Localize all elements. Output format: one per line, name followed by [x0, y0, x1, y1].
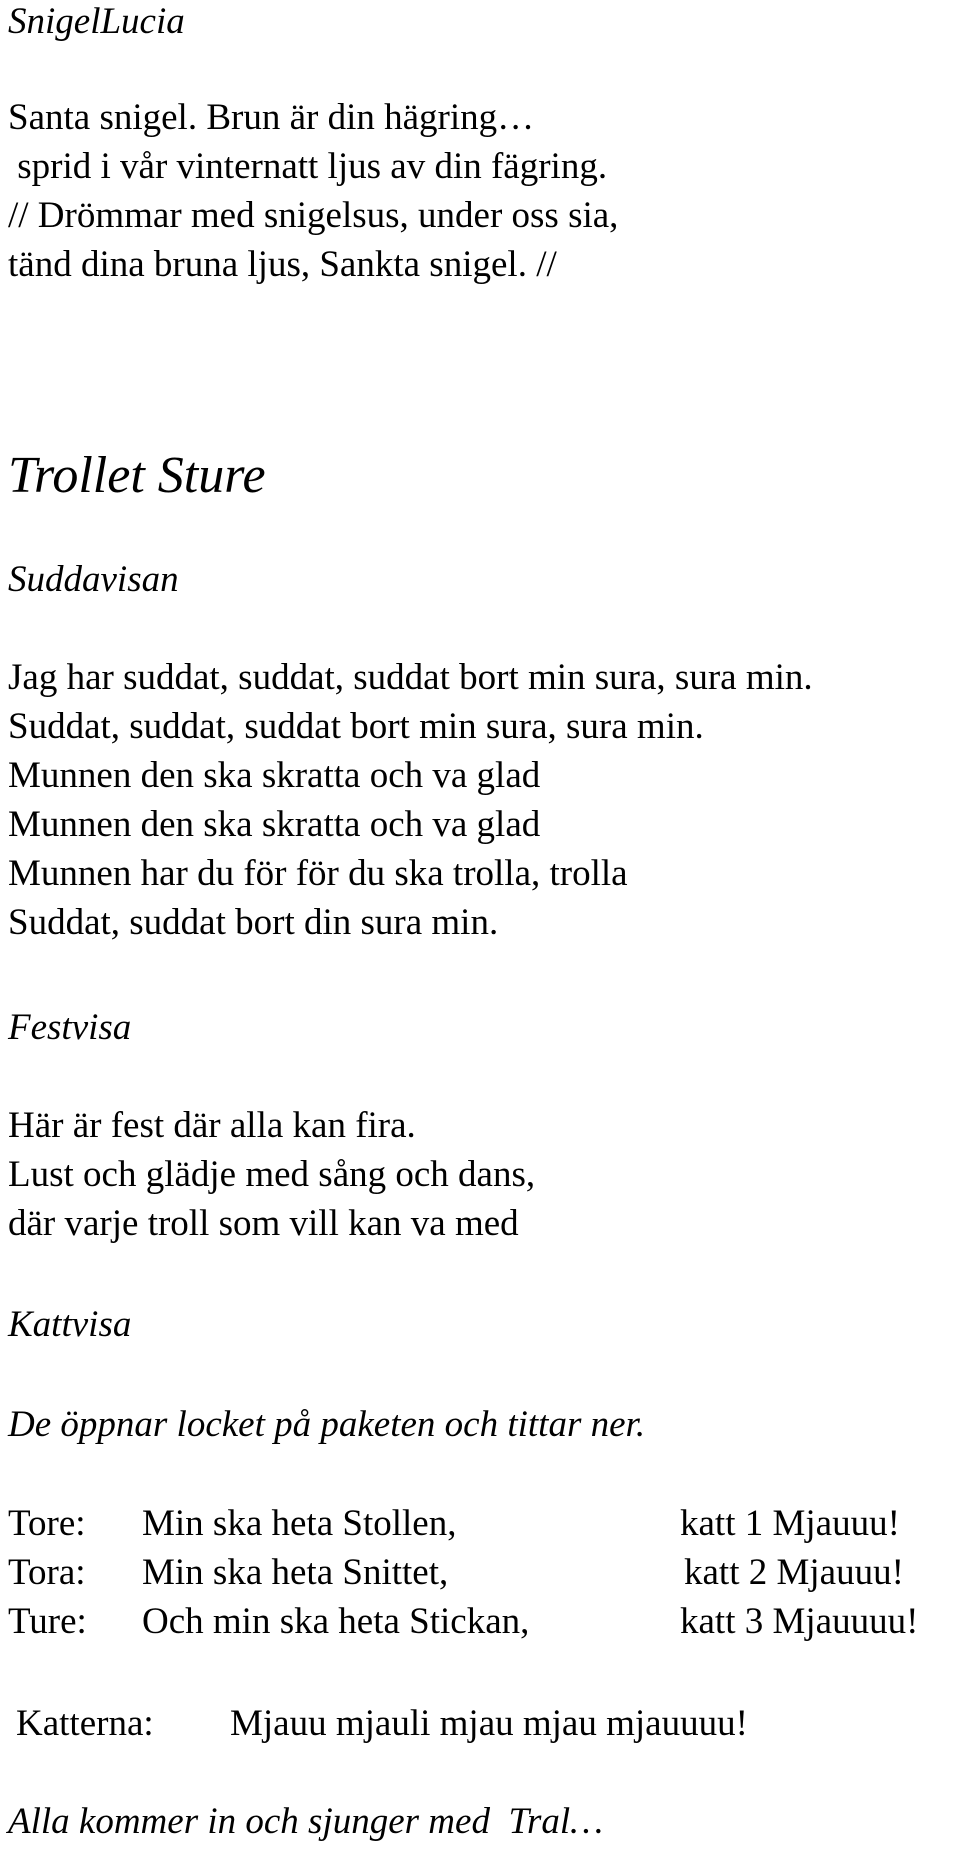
suddavisan-line: Suddat, suddat, suddat bort min sura, sura min. — [8, 706, 704, 747]
suddavisan-heading: Suddavisan — [8, 559, 179, 600]
festvisa-line: Lust och glädje med sång och dans, — [8, 1154, 536, 1195]
speaker: Tore: — [8, 1503, 86, 1544]
stage-direction: De öppnar locket på paketen och tittar ner. — [8, 1404, 646, 1445]
dialogue-line: Min ska heta Stollen, — [142, 1503, 457, 1544]
page-title: Trollet Sture — [8, 447, 266, 504]
kattvisa-heading: Kattvisa — [8, 1304, 132, 1345]
speaker: Ture: — [8, 1601, 87, 1642]
snigel-line: sprid i vår vinternatt ljus av din fägring. — [8, 146, 608, 187]
festvisa-line: Här är fest där alla kan fira. — [8, 1105, 416, 1146]
cat-name: katt 1 Mjauuu! — [680, 1503, 900, 1544]
dialogue-line: Min ska heta Snittet, — [142, 1552, 449, 1593]
cat-name: katt 3 Mjauuuu! — [680, 1601, 919, 1642]
dialogue-line: Mjauu mjauli mjau mjau mjauuuu! — [230, 1703, 748, 1744]
suddavisan-line: Munnen den ska skratta och va glad — [8, 755, 541, 796]
suddavisan-line: Munnen har du för för du ska trolla, trolla — [8, 853, 628, 894]
suddavisan-line: Suddat, suddat bort din sura min. — [8, 902, 499, 943]
suddavisan-line: Munnen den ska skratta och va glad — [8, 804, 541, 845]
dialogue-line: Och min ska heta Stickan, — [142, 1601, 530, 1642]
snigel-heading: SnigelLucia — [8, 1, 185, 42]
festvisa-heading: Festvisa — [8, 1007, 132, 1048]
snigel-line: Santa snigel. Brun är din hägring… — [8, 97, 535, 138]
suddavisan-line: Jag har suddat, suddat, suddat bort min sura, sura min. — [8, 657, 813, 698]
speaker: Katterna: — [16, 1703, 154, 1744]
closing-direction: Alla kommer in och sjunger med Tral… — [8, 1801, 604, 1842]
speaker: Tora: — [8, 1552, 86, 1593]
cat-name: katt 2 Mjauuu! — [684, 1552, 904, 1593]
snigel-line: // Drömmar med snigelsus, under oss sia, — [8, 195, 619, 236]
festvisa-line: där varje troll som vill kan va med — [8, 1203, 519, 1244]
snigel-line: tänd dina bruna ljus, Sankta snigel. // — [8, 244, 557, 285]
